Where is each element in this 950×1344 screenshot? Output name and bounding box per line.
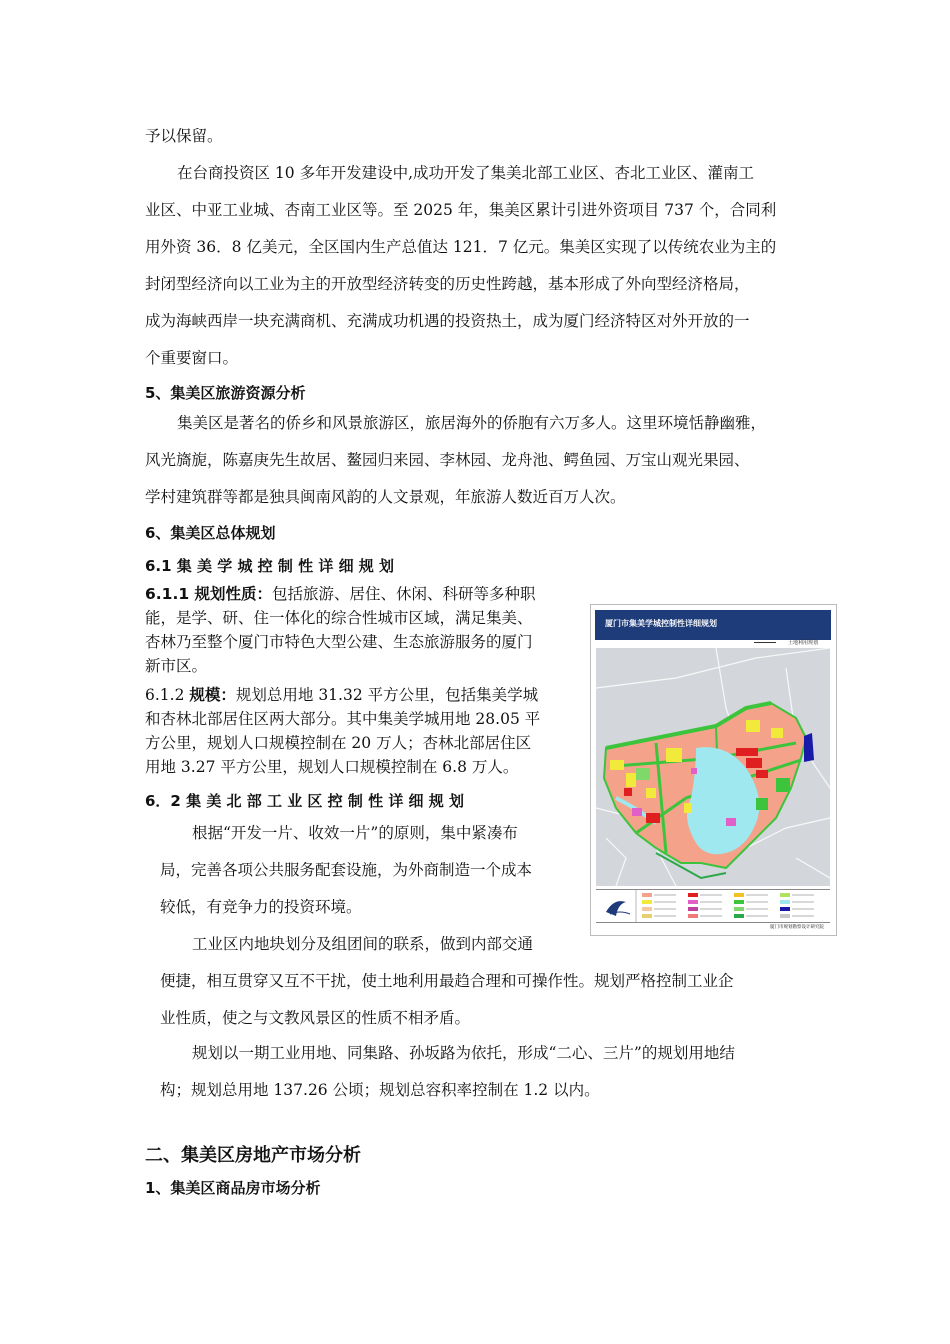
heading-housing-market: 1、集美区商品房市场分析 bbox=[145, 1179, 321, 1197]
figure-title: 厦门市集美学城控制性详细规划 bbox=[605, 619, 717, 628]
section-heading-real-estate: 二、集美区房地产市场分析 bbox=[145, 1145, 361, 1166]
text-line: 新市区。 bbox=[145, 657, 208, 675]
label-612: 规模： bbox=[189, 686, 236, 704]
text-line: 根据“开发一片、收效一片”的原则，集中紧凑布 bbox=[192, 824, 518, 842]
text-line: 学村建筑群等都是独具闽南风韵的人文景观，年旅游人数近百万人次。 bbox=[145, 488, 626, 506]
figure-map bbox=[596, 648, 830, 886]
heading-tourism: 5、集美区旅游资源分析 bbox=[145, 384, 306, 402]
text-line: 杏林乃至整个厦门市特色大型公建、生态旅游服务的厦门 bbox=[145, 633, 533, 651]
text-line: 能，是学、研、住一体化的综合性城市区域，满足集美、 bbox=[145, 609, 533, 627]
section-611 bbox=[145, 582, 585, 678]
text-line: 风光旖旎，陈嘉庚先生故居、鳌园归来园、李林园、龙舟池、鳄鱼园、万宝山观光果园、 bbox=[145, 451, 750, 469]
text-line: 较低，有竞争力的投资环境。 bbox=[160, 898, 362, 916]
figure-footer-text: 厦门市规划勘察设计研究院 bbox=[770, 925, 824, 930]
text-line: 便捷，相互贯穿又互不干扰，使土地利用最趋合理和可操作性。规划严格控制工业企 bbox=[160, 972, 734, 990]
text-line: 个重要窗口。 bbox=[145, 349, 239, 367]
figure-legend bbox=[596, 889, 830, 922]
text-line: 业性质，使之与文教风景区的性质不相矛盾。 bbox=[160, 1009, 471, 1027]
text-line: 成为海峡西岸一块充满商机、充满成功机遇的投资热土，成为厦门经济特区对外开放的一 bbox=[145, 312, 750, 330]
heading-xuecheng-plan: 6.1 集 美 学 城 控 制 性 详 细 规 划 bbox=[145, 557, 395, 575]
label-612-number: 6.1.2 bbox=[145, 686, 190, 704]
paragraph-land-division bbox=[160, 926, 825, 1037]
paragraph-continuation bbox=[145, 118, 810, 155]
land-use-map bbox=[596, 648, 830, 886]
text-line: 局，完善各项公共服务配套设施，为外商制造一个成本 bbox=[160, 861, 533, 879]
label-611: 6.1.1 规划性质： bbox=[145, 585, 273, 603]
figure-subtitle: 土地利用规划 bbox=[787, 640, 818, 646]
heading-master-plan: 6、集美区总体规划 bbox=[145, 524, 276, 542]
text-line: 用外资 36．8 亿美元，全区国内生产总值达 121．7 亿元。集美区实现了以传统农业为主的 bbox=[145, 238, 777, 256]
text-line: 工业区内地块划分及组团间的联系，做到内部交通 bbox=[192, 935, 534, 953]
text-line: 业区、中亚工业城、杏南工业区等。至 2025 年，集美区累计引进外资项目 737 个，合同利 bbox=[145, 201, 777, 219]
figure-subtitle-rule bbox=[754, 642, 776, 643]
text-line: 包括旅游、居住、休闲、科研等多种职 bbox=[272, 585, 536, 603]
text-line: 予以保留。 bbox=[145, 127, 223, 145]
text-line: 规划以一期工业用地、同集路、孙坂路为依托，形成“二心、三片”的规划用地结 bbox=[192, 1044, 735, 1062]
land-use-map-figure bbox=[590, 604, 837, 936]
paragraph-structure bbox=[160, 1035, 825, 1109]
text-line: 用地 3.27 平方公里，规划人口规模控制在 6.8 万人。 bbox=[145, 758, 519, 776]
text-line: 和杏林北部居住区两大部分。其中集美学城用地 28.05 平 bbox=[145, 710, 541, 728]
figure-header bbox=[595, 610, 831, 640]
paragraph-investment-zone bbox=[145, 155, 810, 377]
paragraph-tourism bbox=[145, 405, 810, 516]
text-line: 集美区是著名的侨乡和风景旅游区，旅居海外的侨胞有六万多人。这里环境恬静幽雅， bbox=[177, 414, 767, 432]
text-line: 在台商投资区 10 多年开发建设中,成功开发了集美北部工业区、杏北工业区、灌南工 bbox=[177, 164, 755, 182]
heading-industrial-plan: 6．2 集 美 北 部 工 业 区 控 制 性 详 细 规 划 bbox=[145, 792, 464, 810]
legend-swatches bbox=[596, 890, 830, 922]
text-line: 方公里，规划人口规模控制在 20 万人；杏林北部居住区 bbox=[145, 734, 532, 752]
figure-footer bbox=[596, 922, 830, 933]
paragraph-principle bbox=[160, 815, 580, 926]
text-line: 规划总用地 31.32 平方公里，包括集美学城 bbox=[235, 686, 539, 704]
text-line: 封闭型经济向以工业为主的开放型经济转变的历史性跨越，基本形成了外向型经济格局， bbox=[145, 275, 750, 293]
text-line: 构；规划总用地 137.26 公顷；规划总容积率控制在 1.2 以内。 bbox=[160, 1081, 600, 1099]
section-612 bbox=[145, 683, 585, 779]
